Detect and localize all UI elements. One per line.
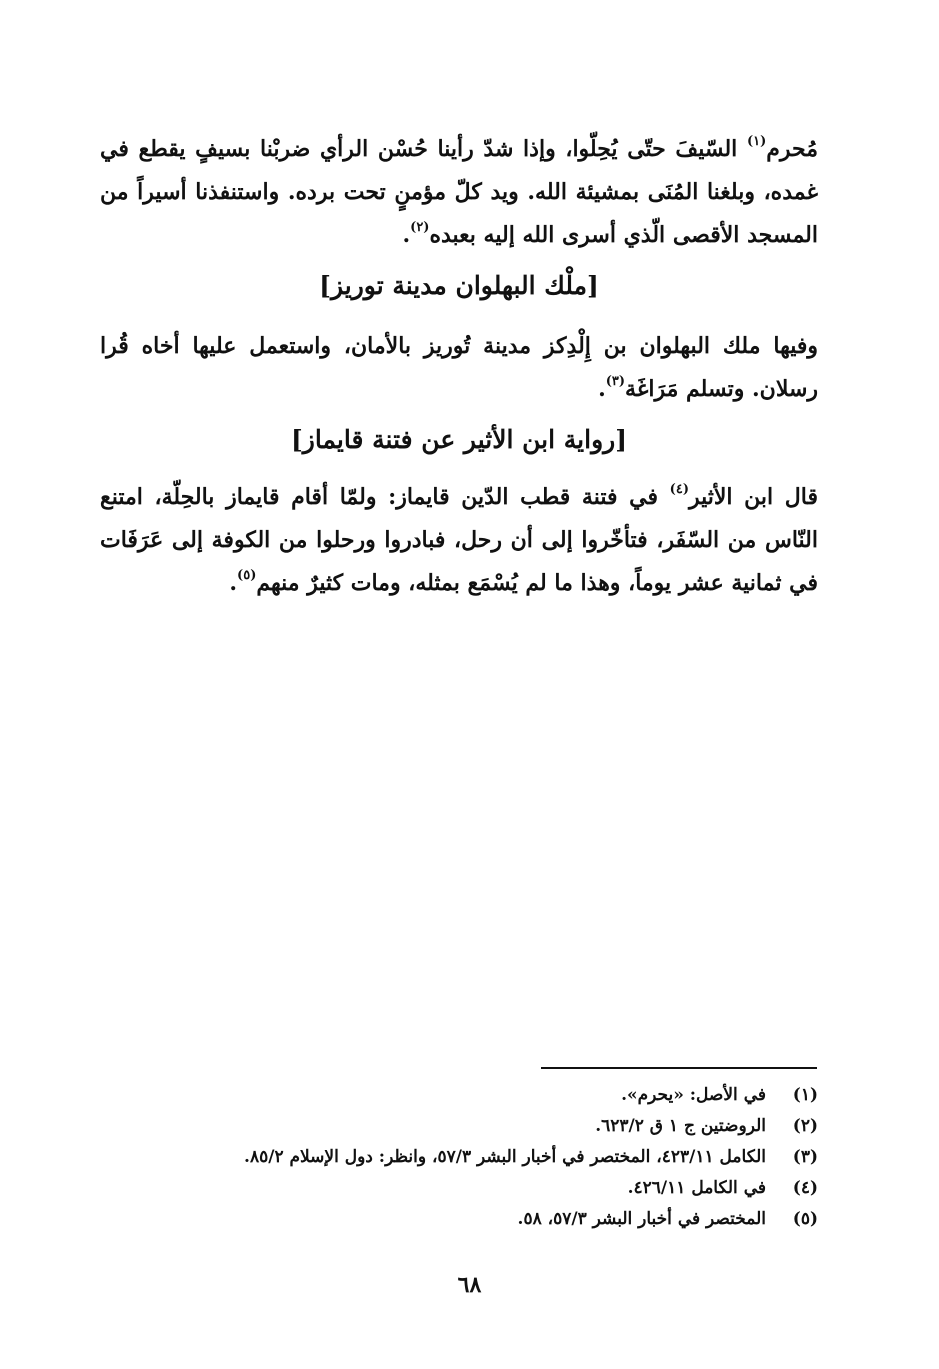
paragraph-1-text-c: .	[402, 222, 411, 248]
footnote-ref-2: (٢)	[410, 220, 430, 235]
footnote-ref-4: (٤)	[669, 482, 689, 497]
paragraph-2-text-a: وفيها ملك البهلوان بن إِلْدِكز مدينة تُوريز بالأمان، واستعمل عليها أخاه قُرا رسلان. وتسلم مَرَاغَة	[100, 333, 818, 402]
footnote-number: (٥)	[792, 1209, 818, 1229]
footnote-text: المختصر في أخبار البشر ٥٧/٣، ٥٨.	[517, 1209, 766, 1229]
footnote-ref-5: (٥)	[237, 568, 257, 583]
paragraph-1-text-a: مُحرم	[766, 136, 818, 162]
paragraph-2	[100, 325, 818, 411]
footnote-number: (٣)	[792, 1147, 818, 1167]
page-number: ٦٨	[457, 1272, 482, 1298]
footnote-separator	[541, 1067, 817, 1069]
footnote-text: الروضتين ج ١ ق ٦٢٣/٢.	[595, 1116, 766, 1136]
footnote-number: (٤)	[792, 1178, 818, 1198]
footnote-2	[100, 1111, 818, 1142]
paragraph-3-text-c: .	[229, 570, 238, 596]
footnote-ref-1: (١)	[746, 134, 767, 149]
paragraph-2-text-b: .	[598, 376, 606, 402]
footnote-text: الكامل ٤٢٣/١١، المختصر في أخبار البشر ٥٧/٣، وانظر: دول الإسلام ٨٥/٢.	[244, 1147, 766, 1167]
paragraph-1	[100, 128, 818, 257]
footnote-5	[100, 1204, 818, 1235]
paragraph-3-text-b: في فتنة قطب الدّين قايماز: ولمّا أقام قايماز بالحِلّة، امتنع النّاس من السّفَر، فتأخّروا إلى أن رحل، فبادروا ورحلوا من الكوفة إلى عَرَفَات في ثمانية عشر يوماً، وهذا ما لم يُسْمَع بمثله، ومات كثيرٌ منهم	[100, 484, 818, 596]
paragraph-3	[100, 476, 818, 605]
paragraph-1-text-b: السّيفَ حتّى يُحِلّوا، وإذا شدّ رأينا حُسْن الرأي ضربْنا بسيفٍ يقطع في غمده، وبلغنا المُنَى بمشيئة الله. ويد كلّ مؤمنٍ تحت برده. واستنفذنا أسيراً من المسجد الأقصى الّذي أسرى الله إليه بعبده	[100, 136, 818, 248]
section-heading-1: [ملْك البهلوان مدينة توريز]	[319, 271, 599, 300]
footnote-text: في الأصل: «يحرم».	[621, 1085, 766, 1105]
footnote-1	[100, 1080, 818, 1111]
footnote-3	[100, 1142, 818, 1173]
footnote-number: (١)	[792, 1085, 818, 1105]
footnote-4	[100, 1173, 818, 1204]
footnote-ref-3: (٣)	[605, 374, 626, 389]
paragraph-3-text-a: قال ابن الأثير	[688, 484, 818, 510]
footnote-text: في الكامل ٤٢٦/١١.	[627, 1178, 766, 1198]
footnote-number: (٢)	[792, 1116, 818, 1136]
section-heading-2: [رواية ابن الأثير عن فتنة قايماز]	[290, 425, 628, 454]
footnotes-list	[100, 1080, 818, 1235]
